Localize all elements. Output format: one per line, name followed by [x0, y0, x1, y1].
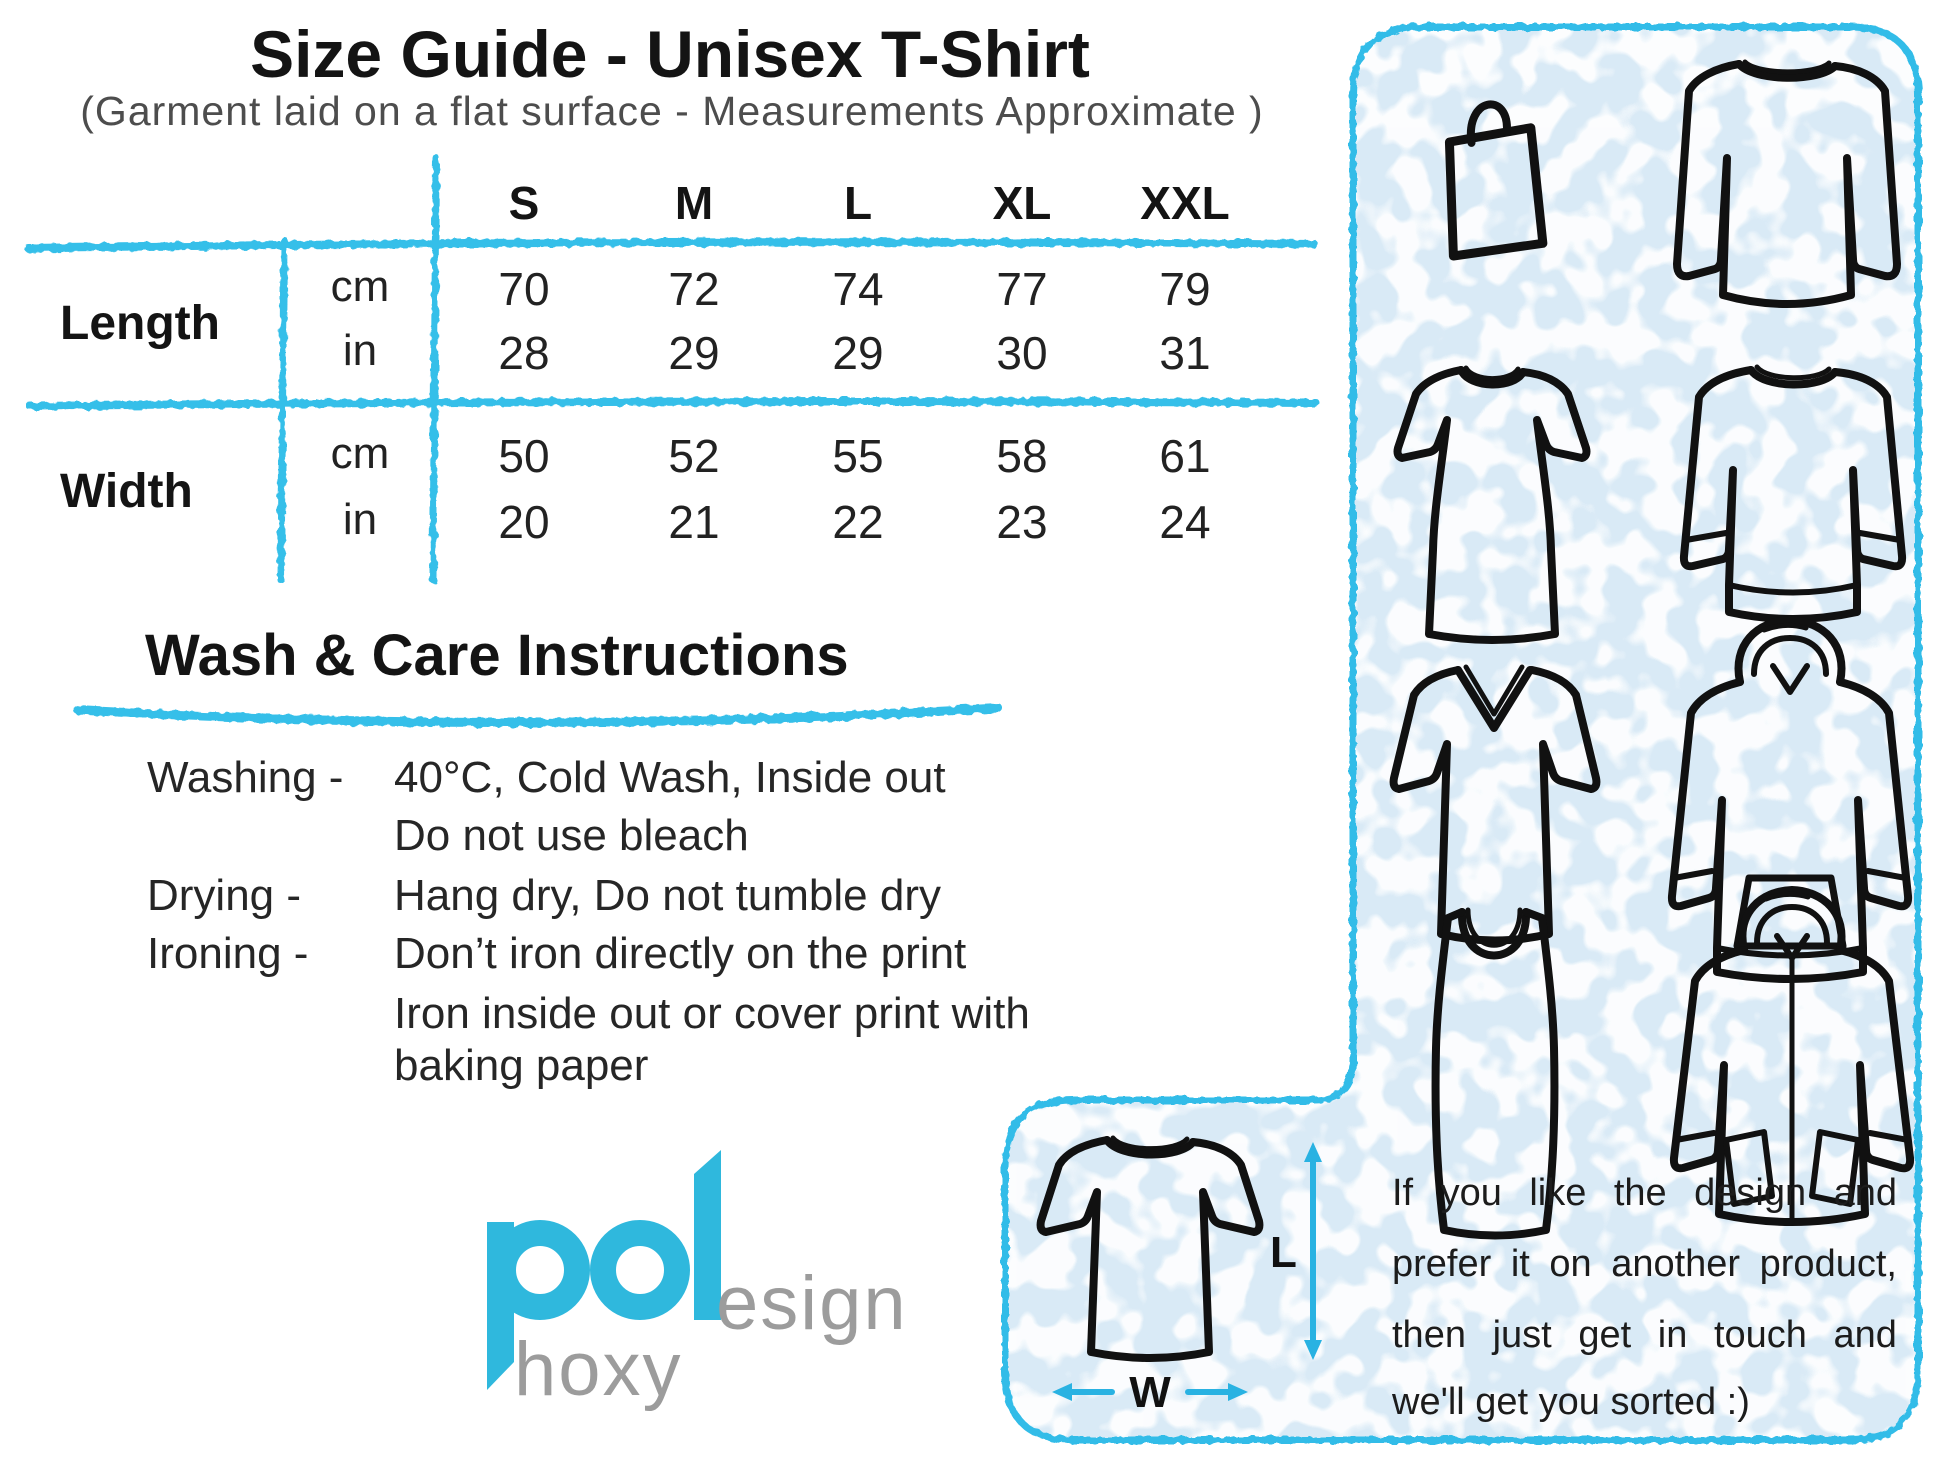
width-cm-s: 50: [498, 430, 550, 482]
care-text: Do not use bleach: [394, 811, 749, 860]
care-section-title: Wash & Care Instructions: [145, 623, 849, 688]
note-line-1: If you like the design and: [1392, 1172, 1897, 1214]
width-cm-l: 55: [832, 430, 884, 482]
logo-suffix-text: esign: [716, 1261, 908, 1346]
length-in-xl: 30: [996, 327, 1048, 379]
length-cm-s: 70: [498, 263, 550, 315]
size-column-m: M: [674, 177, 714, 229]
length-cm-l: 74: [832, 263, 884, 315]
care-label: Ironing -: [147, 929, 309, 978]
care-text: Don’t iron directly on the print: [394, 929, 967, 978]
length-in-s: 28: [498, 327, 550, 379]
care-text: Iron inside out or cover print with: [394, 989, 1030, 1038]
care-label: Drying -: [147, 871, 302, 920]
width-in-s: 20: [498, 496, 550, 548]
size-column-xl: XL: [992, 177, 1052, 229]
page-subtitle: (Garment laid on a flat surface - Measurements Approximate ): [80, 88, 1264, 134]
note-line-4: we'll get you sorted :): [1392, 1381, 1750, 1423]
care-title-underline: [78, 708, 998, 723]
unit-cm-2: cm: [330, 429, 390, 478]
length-cm-xxl: 79: [1159, 263, 1211, 315]
length-cm-xl: 77: [996, 263, 1048, 315]
row-label-width: Width: [60, 465, 193, 518]
width-in-xxl: 24: [1159, 496, 1211, 548]
width-in-xl: 23: [996, 496, 1048, 548]
length-in-m: 29: [668, 327, 720, 379]
unit-cm: cm: [330, 262, 390, 311]
unit-in: in: [342, 326, 378, 375]
size-column-xxl: XXL: [1140, 177, 1230, 229]
length-cm-m: 72: [668, 263, 720, 315]
unit-in-2: in: [342, 495, 378, 544]
size-column-s: S: [508, 177, 540, 229]
care-text: baking paper: [394, 1041, 649, 1090]
note-line-3: then just get in touch and: [1392, 1314, 1897, 1356]
care-text: 40°C, Cold Wash, Inside out: [394, 753, 946, 802]
page-title: Size Guide - Unisex T-Shirt: [250, 17, 1090, 91]
row-label-length: Length: [60, 297, 220, 350]
care-label: Washing -: [147, 753, 344, 802]
width-in-l: 22: [832, 496, 884, 548]
note-line-2: prefer it on another product,: [1392, 1243, 1897, 1285]
width-cm-xl: 58: [996, 430, 1048, 482]
width-cm-m: 52: [668, 430, 720, 482]
size-column-l: L: [843, 177, 873, 229]
width-cm-xxl: 61: [1159, 430, 1211, 482]
logo-secondary-text: hoxy: [514, 1327, 683, 1412]
length-in-l: 29: [832, 327, 884, 379]
width-measure-label: W: [1129, 1368, 1171, 1417]
length-measure-label: L: [1270, 1228, 1297, 1277]
length-in-xxl: 31: [1159, 327, 1211, 379]
width-in-m: 21: [668, 496, 720, 548]
care-text: Hang dry, Do not tumble dry: [394, 871, 941, 920]
